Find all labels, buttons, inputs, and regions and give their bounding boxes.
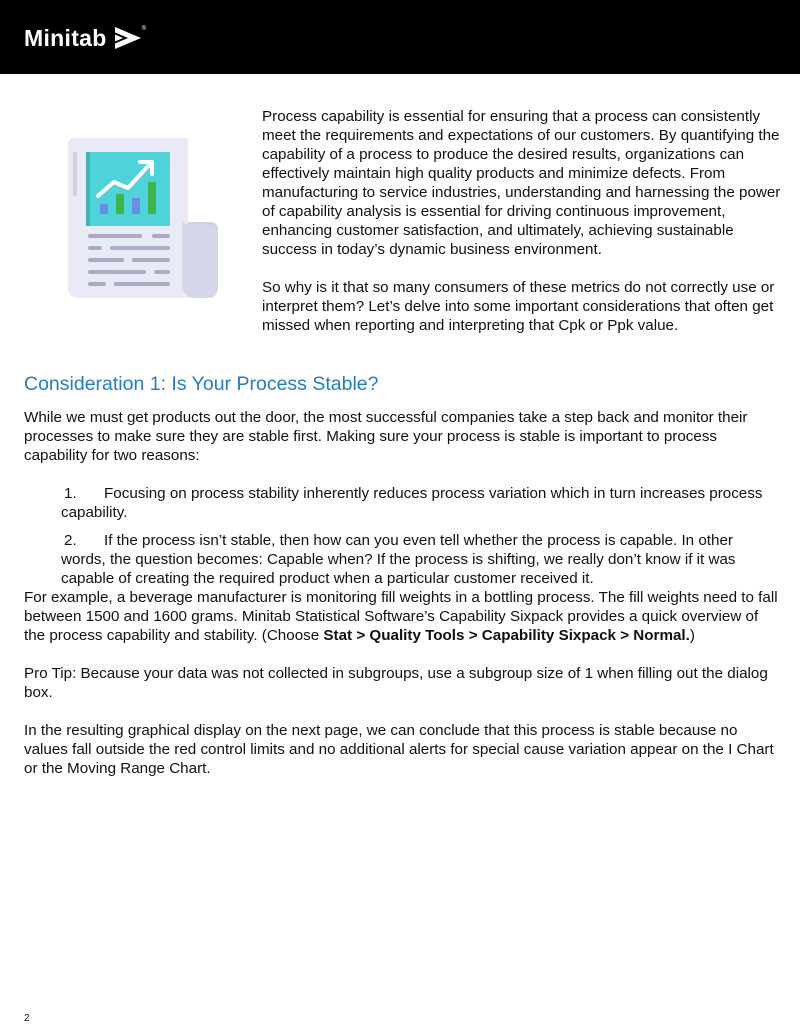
intro-paragraph-1: Process capability is essential for ensuring that a process can consistently meet the requirements and expectations of our customers. By quantifying the capability of a process to produce the desired results, organizations can effectively maintain high quality products and minimize defects. From manufacturing to service industries, understanding and harnessing the power of capability analysis is essential for driving continuous improvement, enhancing customer satisfaction, and ultimately, achieving sustainable success in today’s dynamic business environment. [262,108,781,258]
example-text: For example, a beverage manufacturer is monitoring fill weights in a bottling process. The fill weights need to fall between 1500 and 1600 grams. Minitab Statistical Software’s Capability Sixpack provides a quick overview of the process capability and stability. (Choose [24,589,778,644]
section-heading: Consideration 1: Is Your Process Stable? [24,373,379,395]
menu-path: Stat > Quality Tools > Capability Sixpack > Normal. [323,627,690,644]
page-number: 2 [24,1013,30,1024]
registered-mark: ® [141,26,147,32]
section-body [24,408,780,778]
intro-text [262,107,782,335]
conclusion-paragraph: In the resulting graphical display on the next page, we can conclude that this process is stable because no values fall outside the red control limits and no additional alerts for special cause variation appear on the I Chart or the Moving Range Chart. [24,722,774,777]
reasons-list [24,484,780,588]
minitab-logo[interactable] [24,24,146,52]
pro-tip-paragraph: Pro Tip: Because your data was not collected in subgroups, use a subgroup size of 1 when filling out the dialog box. [24,665,768,701]
paragraph-gap [24,645,780,664]
example-paragraph [24,588,780,645]
list-text: Focusing on process stability inherently reduces process variation which in turn increases process capability. [61,485,763,521]
paragraph-gap [24,702,780,721]
lead-paragraph: While we must get products out the door, the most successful companies take a step back and monitor their processes to make sure they are stable first. Making sure your process is stable is important to process capability for two reasons: [24,409,748,464]
logo-text: Minitab [24,25,107,51]
list-item [61,531,780,588]
report-chart-document-icon [64,134,222,300]
header-bar [0,0,800,74]
minitab-chevron-icon [115,27,141,49]
list-item [61,484,780,522]
intro-paragraph-2: So why is it that so many consumers of these metrics do not correctly use or interpret them? Let’s delve into some important considerations that often get missed when reporting and interpreting that Cpk or Ppk value. [262,279,775,334]
list-number: 1. [64,485,77,502]
example-close: ) [689,627,695,644]
list-number: 2. [64,532,77,549]
list-text: If the process isn’t stable, then how can you even tell whether the process is capable. In other words, the question becomes: Capable when? If the process is shifting, we really don’t know if it was capable of creating the required product when a particular customer received it. [61,532,736,587]
